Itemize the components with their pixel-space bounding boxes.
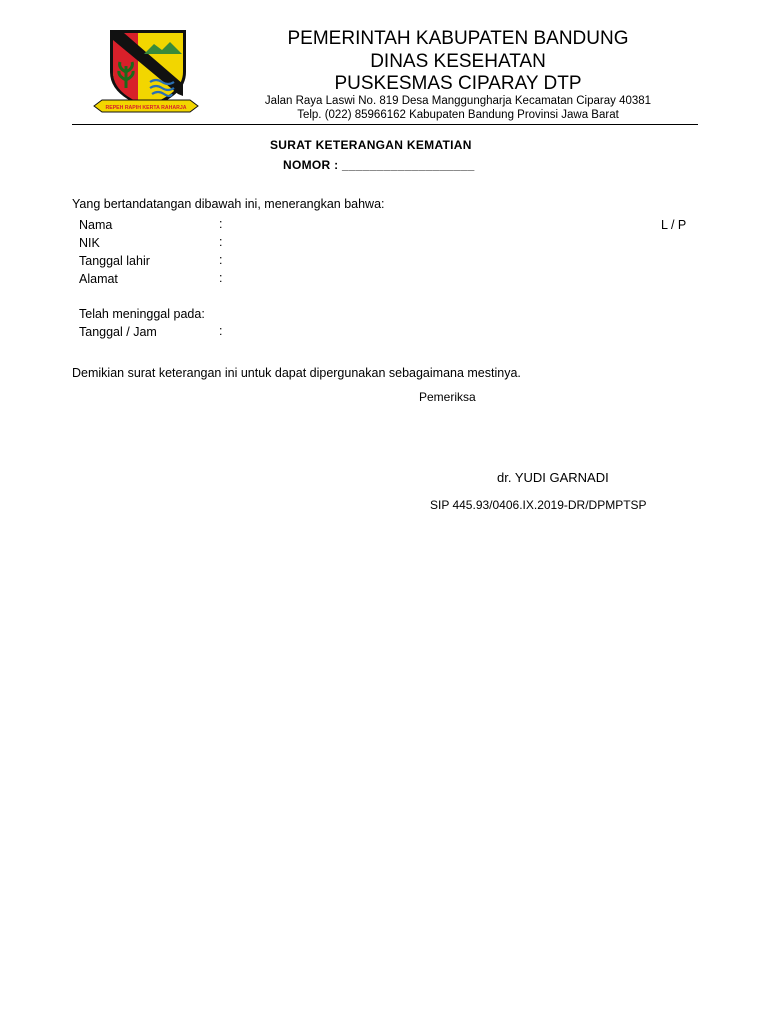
header-address-2: Telp. (022) 85966162 Kabupaten Bandung Provinsi Jawa Barat xyxy=(297,109,619,121)
field-colon-nama: : xyxy=(219,217,223,231)
document-number: NOMOR : ___________________ xyxy=(283,158,475,172)
field-label-nik: NIK xyxy=(79,236,100,250)
field-colon-tanggal-lahir: : xyxy=(219,253,223,267)
field-colon-alamat: : xyxy=(219,271,223,285)
death-label: Telah meninggal pada: xyxy=(79,307,205,321)
gender-option: L / P xyxy=(661,218,687,232)
kabupaten-bandung-emblem xyxy=(92,28,200,120)
field-colon-tanggal-jam: : xyxy=(219,324,223,338)
doctor-sip: SIP 445.93/0406.IX.2019-DR/DPMPTSP xyxy=(430,498,647,512)
field-colon-nik: : xyxy=(219,235,223,249)
header-line-2: DINAS KESEHATAN xyxy=(370,51,546,72)
field-label-tanggal-jam: Tanggal / Jam xyxy=(79,325,157,339)
intro-text: Yang bertandatangan dibawah ini, menerangkan bahwa: xyxy=(72,197,385,211)
header-divider xyxy=(72,124,698,125)
closing-text: Demikian surat keterangan ini untuk dapat dipergunakan sebagaimana mestinya. xyxy=(72,366,521,380)
doctor-name: dr. YUDI GARNADI xyxy=(497,470,609,485)
header-line-1: PEMERINTAH KABUPATEN BANDUNG xyxy=(287,28,629,49)
field-label-tanggal-lahir: Tanggal lahir xyxy=(79,254,150,268)
examiner-label: Pemeriksa xyxy=(419,390,476,404)
header-line-3: PUSKESMAS CIPARAY DTP xyxy=(334,73,582,94)
emblem-motto: REPEH RAPIH KERTA RAHARJA xyxy=(105,105,187,111)
field-label-nama: Nama xyxy=(79,218,113,232)
header-address-1: Jalan Raya Laswi No. 819 Desa Manggungharja Kecamatan Ciparay 40381 xyxy=(264,95,652,107)
field-label-alamat: Alamat xyxy=(79,272,118,286)
document-title: SURAT KETERANGAN KEMATIAN xyxy=(270,138,472,152)
